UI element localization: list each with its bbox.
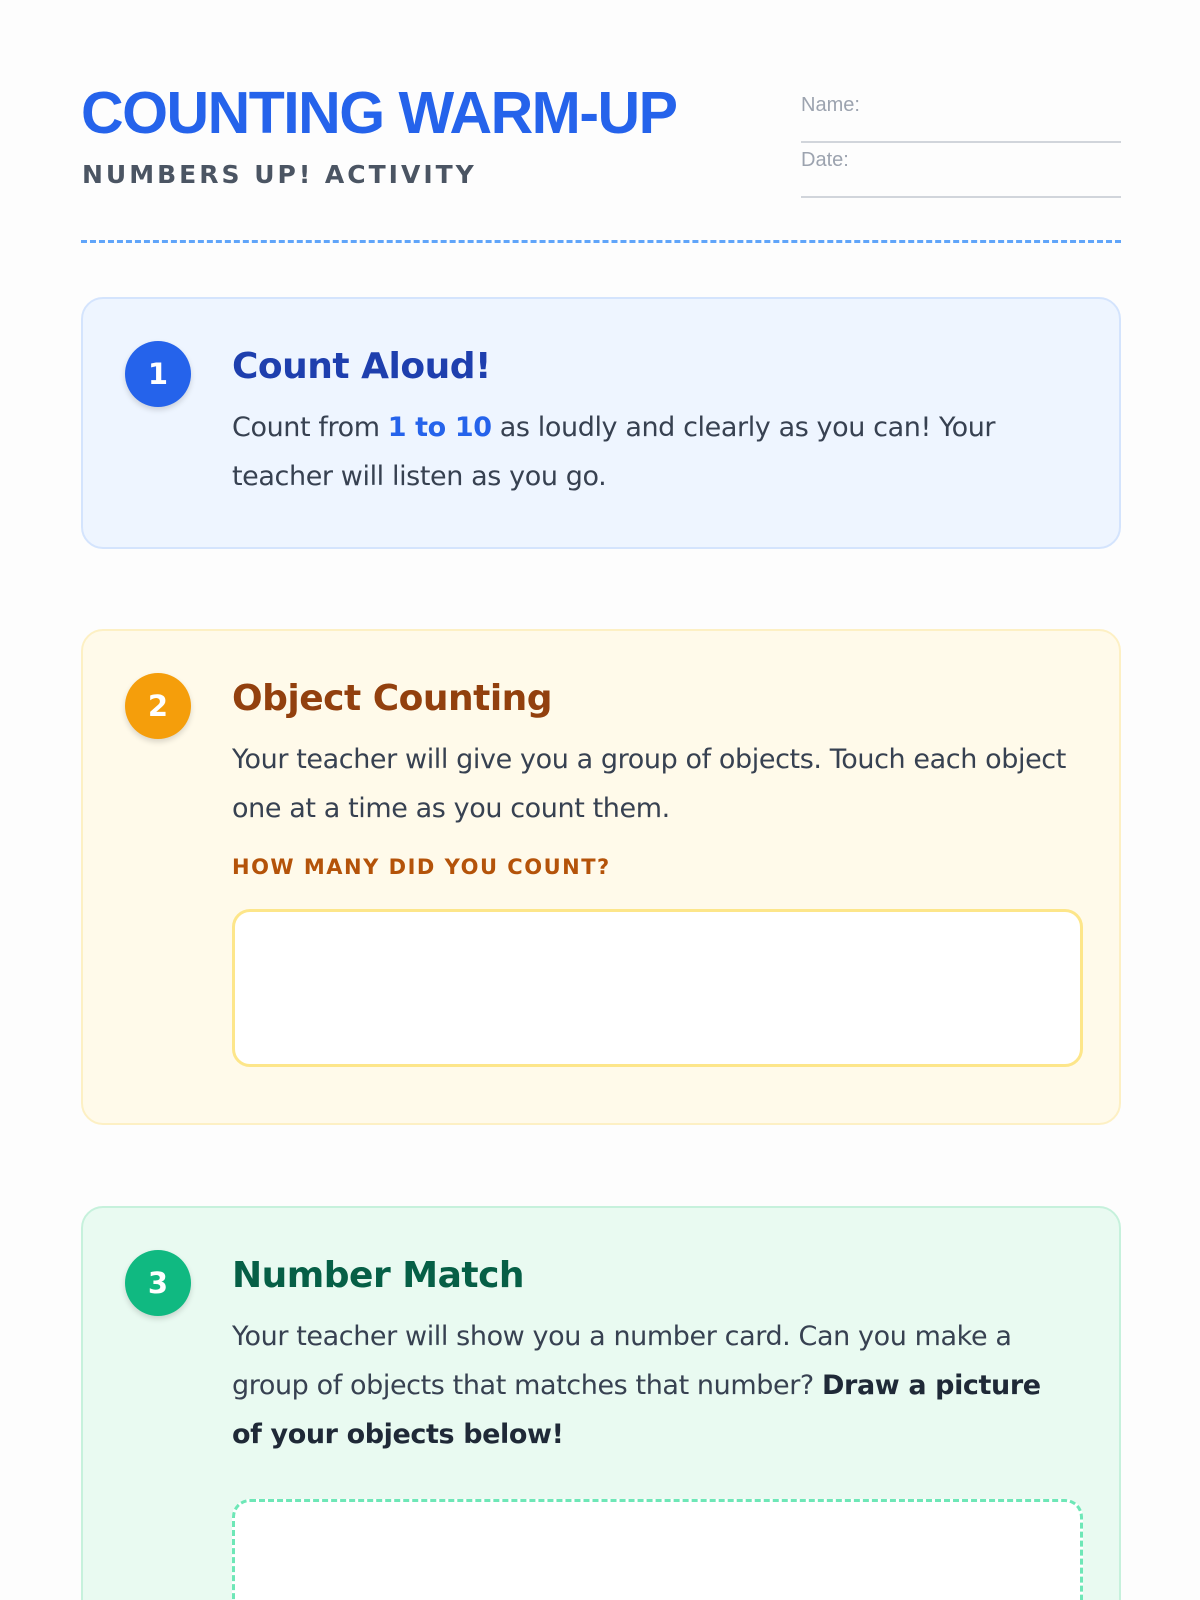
step-number-badge: 2: [125, 673, 191, 739]
section-object-counting: [81, 629, 1121, 1125]
step-number-badge: 3: [125, 1250, 191, 1316]
section-body: [232, 1254, 1079, 1600]
drawing-area[interactable]: [232, 1499, 1083, 1600]
instruction-text: Your teacher will show you a number card. Can you make a group of objects that matches that number?: [232, 1321, 1012, 1401]
count-answer-box[interactable]: [232, 909, 1083, 1067]
section-instructions: [232, 403, 1079, 501]
date-label: Date:: [801, 149, 849, 171]
name-field[interactable]: [801, 88, 1121, 143]
step-number-badge: 1: [125, 341, 191, 407]
section-body: [232, 677, 1079, 1067]
section-body: [232, 345, 1079, 501]
section-number-match: [81, 1206, 1121, 1600]
name-label: Name:: [801, 94, 860, 116]
header-divider: [81, 240, 1121, 243]
instruction-emphasis: Draw a picture of your objects below!: [232, 1370, 1041, 1450]
section-count-aloud: [81, 297, 1121, 549]
date-field[interactable]: [801, 143, 1121, 198]
section-title: Object Counting: [232, 678, 553, 719]
section-title: Number Match: [232, 1255, 525, 1296]
number-range-highlight: 1 to 10: [387, 412, 492, 443]
student-info: [801, 88, 1121, 198]
section-title: Count Aloud!: [232, 346, 491, 387]
answer-label: HOW MANY DID YOU COUNT?: [232, 855, 611, 879]
section-instructions: [232, 1312, 1079, 1459]
worksheet-header: [81, 82, 1121, 242]
instruction-text: Count from: [232, 412, 388, 443]
page-subtitle: NUMBERS UP! ACTIVITY: [82, 160, 477, 189]
section-instructions: Your teacher will give you a group of objects. Touch each object one at a time as you count them.: [232, 744, 1066, 824]
page-title: COUNTING WARM-UP: [81, 80, 677, 146]
instruction-text: as loudly and clearly as you can! Your teacher will listen as you go.: [232, 412, 996, 492]
